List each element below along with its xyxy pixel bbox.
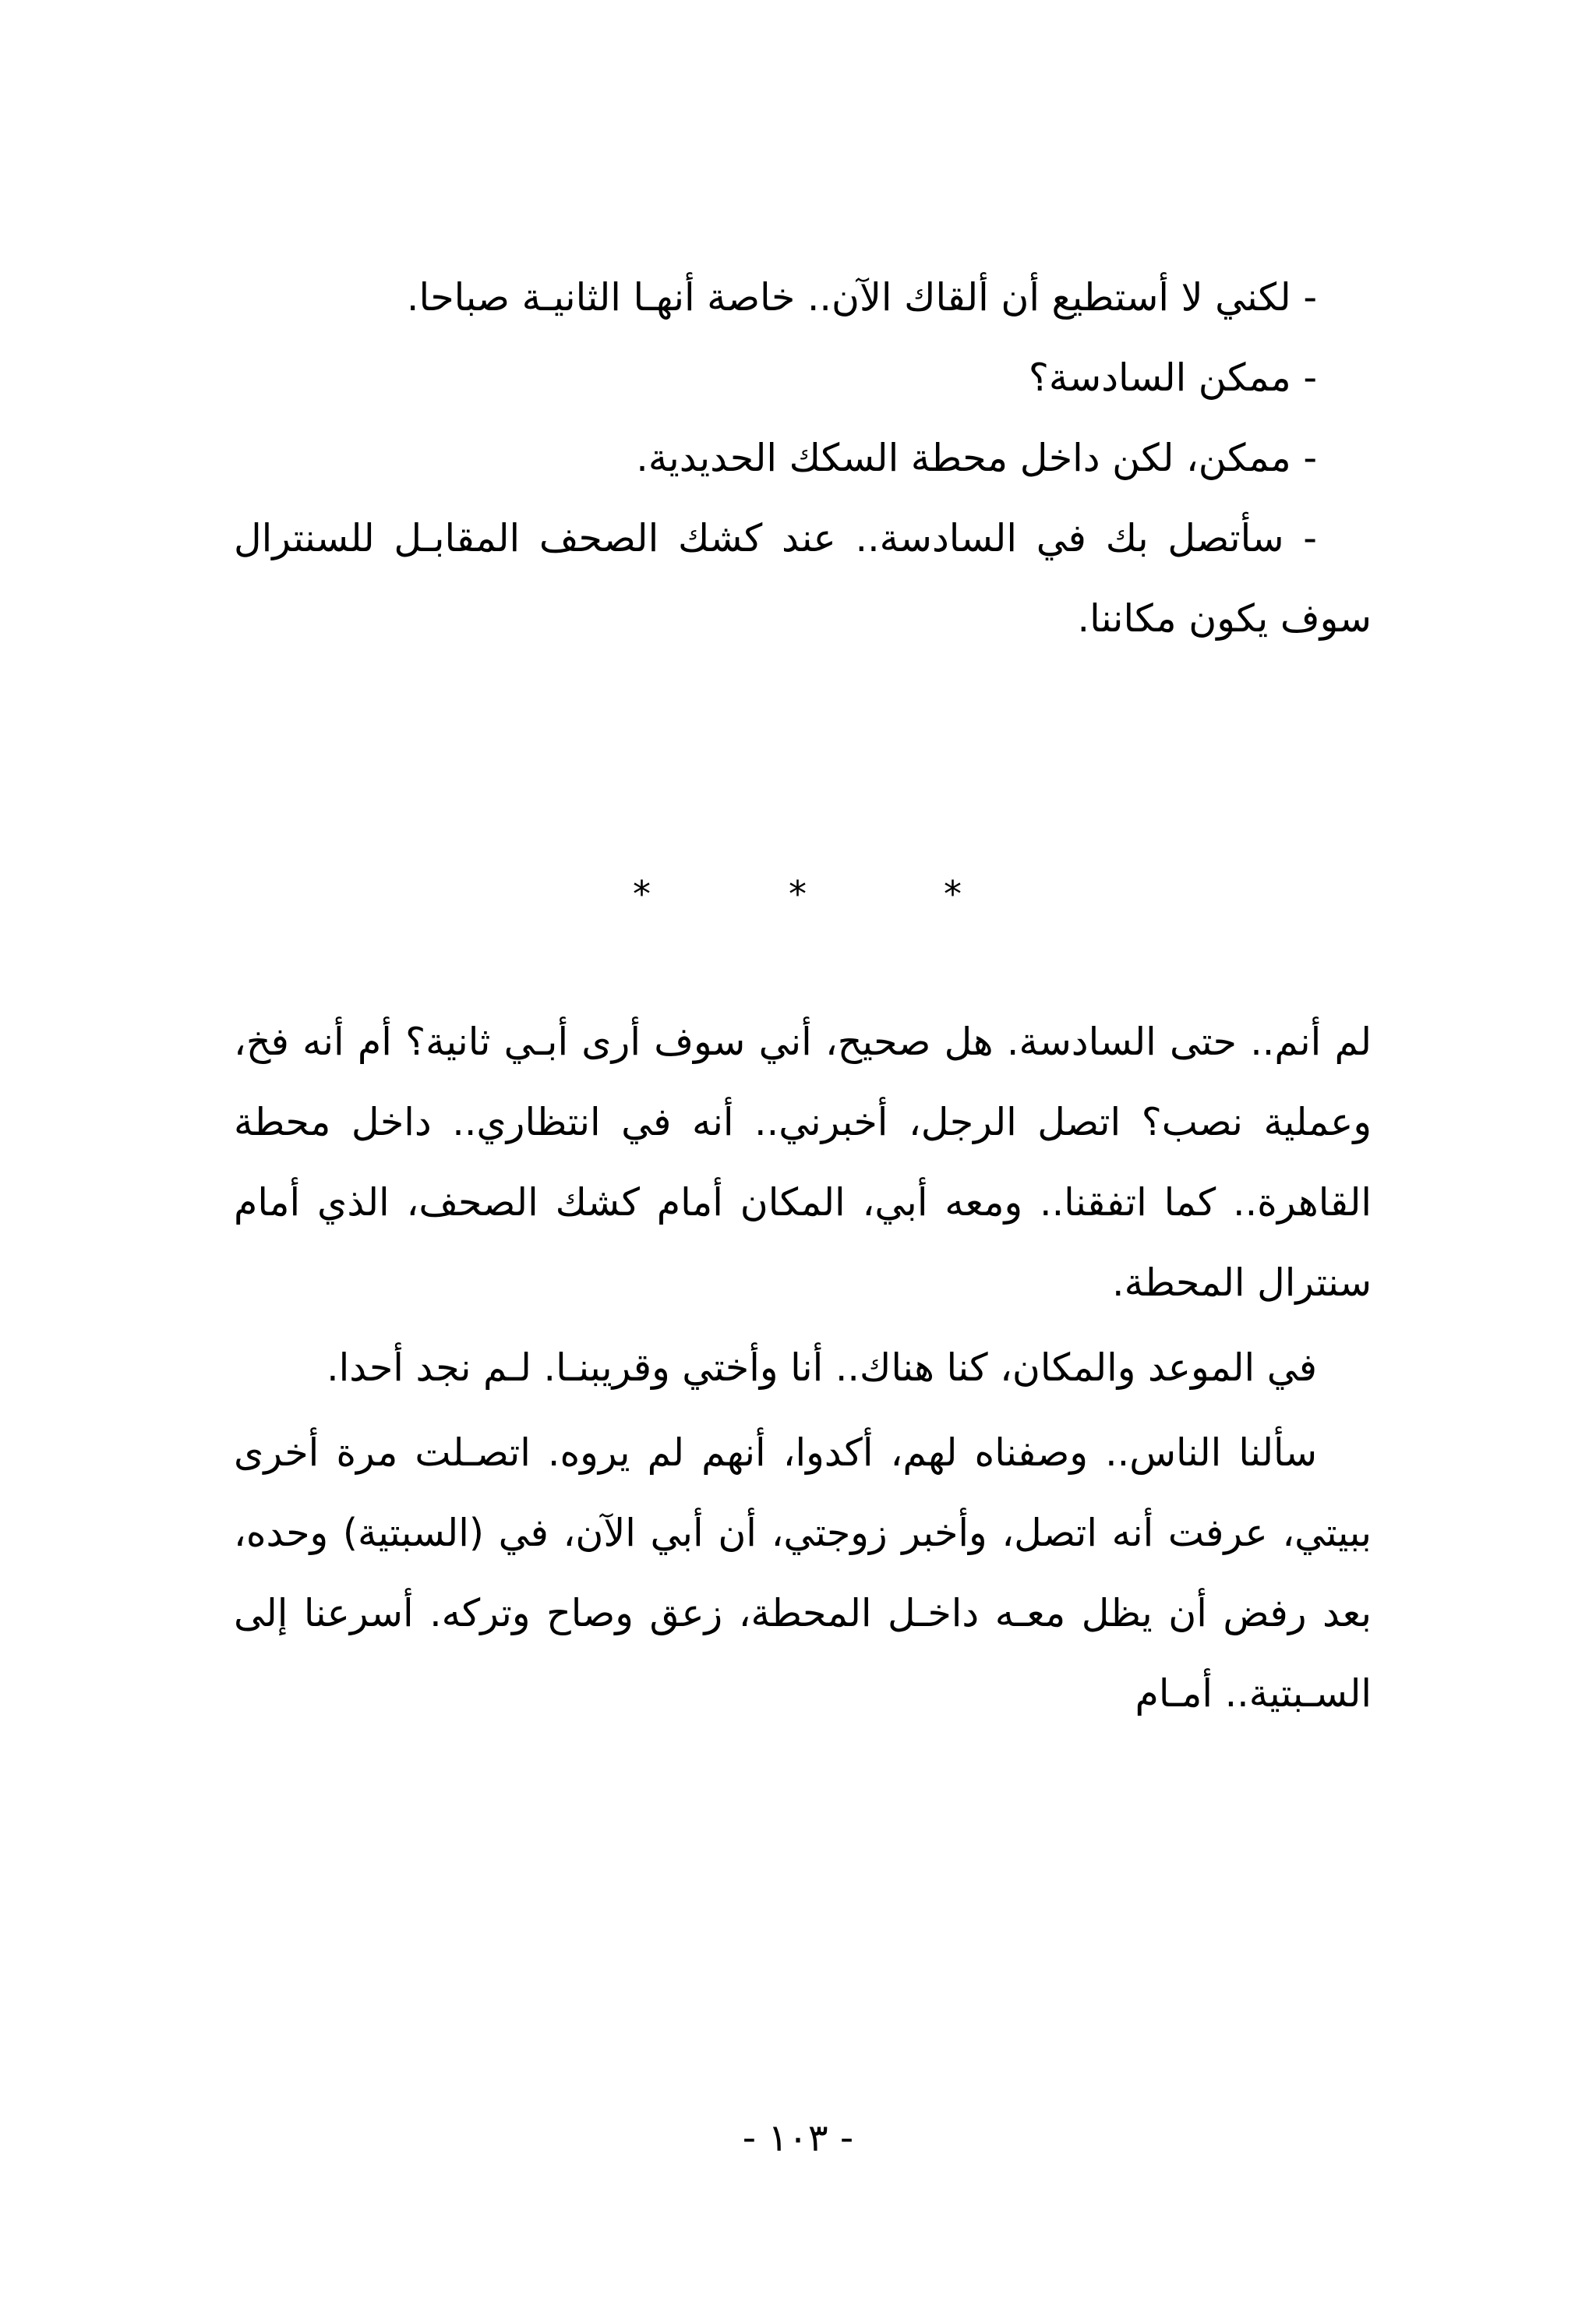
narrative-paragraph: لم أنم.. حتى السادسة. هل صحيح، أني سوف أرى أبـي ثانية؟ أم أنه فخ، وعملية نصب؟ اتصل الرجل، أخبرني.. أنه في انتظاري.. داخل محطة القاهرة.. كما اتفقنا.. ومعه أبي، المكان أمام كشك الصحف، الذي أمام سنترال المحطة. — [234, 1020, 1372, 1305]
dialogue-line: - لكني لا أستطيع أن ألقاك الآن.. خاصة أنهـا الثانيـة صباحا. — [406, 275, 1317, 320]
separator-star: * — [633, 873, 651, 915]
dialogue-line: - ممكن السادسة؟ — [1028, 355, 1317, 400]
separator-star: * — [789, 873, 807, 915]
separator-star: * — [944, 873, 962, 915]
dialogue-line: - سأتصل بك في السادسة.. عند كشك الصحف المقابـل للسنترال سوف يكون مكاننا. — [234, 516, 1372, 641]
section-separator — [0, 873, 1596, 935]
narrative-section — [234, 1002, 1372, 1734]
page-number: - ١٠٣ - — [742, 2116, 854, 2160]
narrative-paragraph: في الموعد والمكان، كنا هناك.. أنا وأختي وقريبنـا. لـم نجد أحدا. — [327, 1345, 1317, 1390]
narrative-paragraph: سألنا الناس.. وصفناه لهم، أكدوا، أنهم لم يروه. اتصـلت مرة أخرى ببيتي، عرفت أنه اتصل، وأخبر زوجتي، أن أبي الآن، في (السبتية) وحده، بعد رفض أن يظل معـه داخـل المحطة، زعق وصاح وتركه. أسرعنا إلى السـبتية.. أمـام — [234, 1430, 1372, 1716]
dialogue-line: - ممكن، لكن داخل محطة السكك الحديدية. — [636, 436, 1317, 480]
dialogue-section — [234, 257, 1372, 659]
